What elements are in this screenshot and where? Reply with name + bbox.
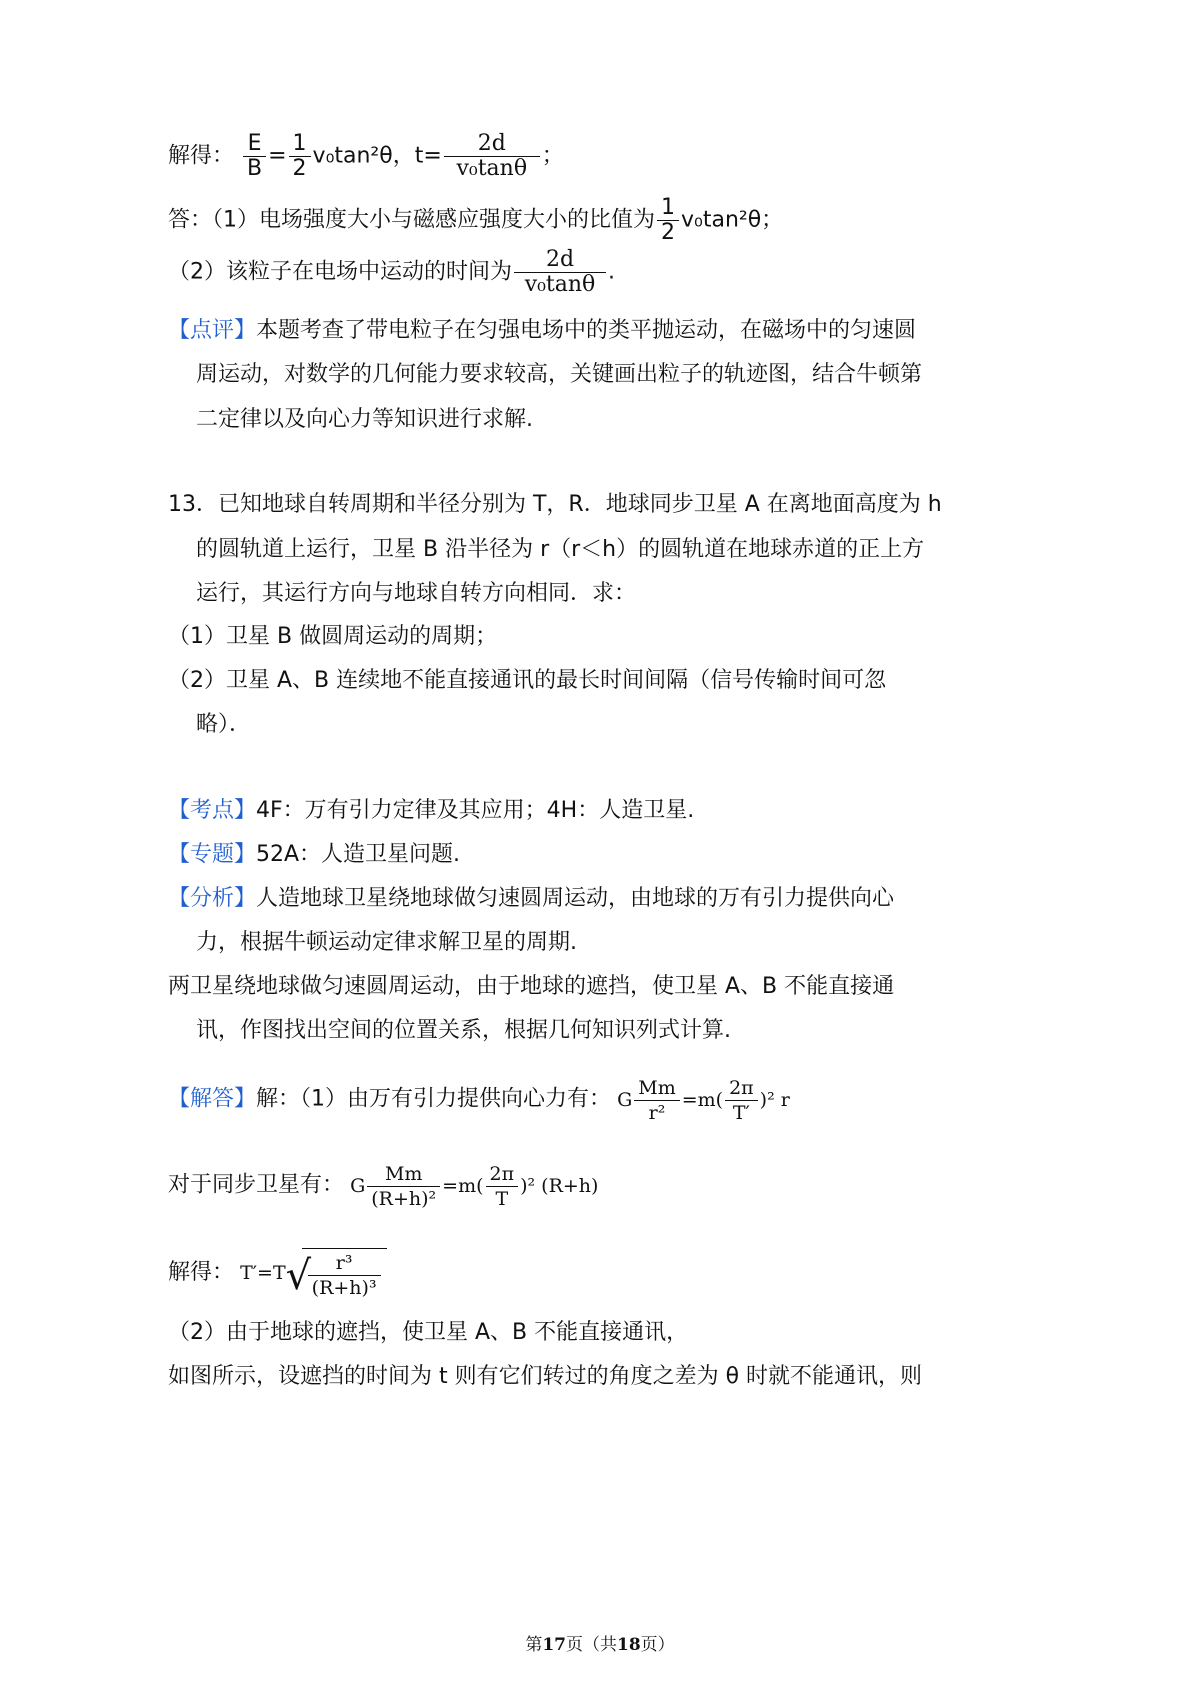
zhuanti-line: [168, 840, 460, 870]
time-fraction: [514, 248, 606, 297]
period-lhs: T′=T: [240, 1262, 286, 1284]
time-fraction: [444, 132, 540, 181]
equals-m: =m(: [681, 1088, 724, 1111]
frac-numerator: 2d: [444, 132, 540, 157]
period-formula: [234, 1252, 387, 1299]
page-total: 18: [617, 1635, 641, 1655]
square-root: [286, 1248, 387, 1300]
answer-2: [168, 248, 615, 297]
page-number: 17: [542, 1635, 566, 1655]
formula-tail: )² (R+h): [520, 1174, 599, 1197]
mass-fraction: [634, 1076, 679, 1125]
equals-sign: =: [268, 143, 287, 169]
answer-1-tail: v₀tan²θ；: [681, 207, 784, 233]
question-13-sub-2b: 略）．: [196, 712, 252, 737]
question-13-line-2: 的圆轨道上运行，卫星 B 沿半径为 r（r＜h）的圆轨道在地球赤道的正上方: [196, 537, 925, 562]
kaodian-line: [168, 796, 694, 826]
question-13-line-1: 13．已知地球自转周期和半径分别为 T，R．地球同步卫星 A 在离地面高度为 h: [168, 492, 942, 517]
frac-denominator: v₀tanθ: [456, 156, 528, 181]
semicolon: ；: [541, 143, 564, 169]
frac-denominator: T′: [732, 1102, 750, 1124]
frac-numerator: 2d: [514, 248, 606, 273]
frac-denominator: r²: [648, 1102, 666, 1124]
answer-1: [168, 196, 783, 245]
frac-numerator: E: [243, 132, 266, 157]
question-13-sub-1: （1）卫星 B 做圆周运动的周期；: [168, 624, 498, 649]
velocity-expression: v₀tan²θ，t=: [312, 143, 442, 169]
kaodian-tag: 【考点】: [168, 798, 257, 823]
mass-fraction: [367, 1162, 440, 1211]
fenxi-text-1: 人造地球卫星绕地球做匀速圆周运动，由地球的万有引力提供向心: [256, 886, 895, 911]
frac-numerator: Mm: [367, 1162, 440, 1187]
one-half-fraction: [289, 132, 311, 181]
frac-denominator: 2: [661, 220, 675, 245]
zhuanti-text: 52A：人造卫星问题.: [256, 842, 461, 867]
formula-tail: )² r: [759, 1088, 790, 1111]
frac-numerator: 2π: [725, 1076, 758, 1101]
frac-denominator: B: [247, 156, 263, 181]
answer-2-text: （2）该粒子在电场中运动的时间为: [168, 259, 512, 285]
part-2-line: （2）由于地球的遮挡，使卫星 A、B 不能直接通讯，: [168, 1320, 689, 1345]
sync-text: 对于同步卫星有：: [168, 1172, 345, 1198]
fenxi-line-2: 力，根据牛顿运动定律求解卫星的周期.: [196, 930, 577, 955]
answer-1-text: 答：（1）电场强度大小与磁感应强度大小的比值为: [168, 207, 655, 233]
page-footer: [0, 1630, 1200, 1655]
frac-numerator: r³: [308, 1251, 381, 1276]
frac-denominator: (R+h)²: [371, 1188, 437, 1210]
frac-numerator: 1: [657, 196, 679, 221]
fenxi-line-4: 讯，作图找出空间的位置关系，根据几何知识列式计算.: [196, 1018, 731, 1043]
jieda-line-1: [168, 1076, 790, 1125]
question-13-line-3: 运行，其运行方向与地球自转方向相同．求：: [196, 581, 637, 606]
jieda-text: 解：（1）由万有引力提供向心力有：: [256, 1086, 612, 1112]
omega-fraction: [486, 1162, 519, 1211]
omega-fraction: [725, 1076, 758, 1125]
sync-satellite-line: [168, 1162, 598, 1211]
radical-sign: √: [285, 1253, 312, 1299]
frac-denominator: v₀tanθ: [524, 272, 596, 297]
footer-post: 页）: [640, 1635, 675, 1655]
review-line-3: 二定律以及向心力等知识进行求解.: [196, 407, 533, 432]
frac-numerator: Mm: [634, 1076, 679, 1101]
last-line: 如图所示，设遮挡的时间为 t 则有它们转过的角度之差为 θ 时就不能通讯，则: [168, 1364, 923, 1389]
equals-m: =m(: [442, 1174, 484, 1197]
review-text-1: 本题考查了带电粒子在匀强电场中的类平抛运动，在磁场中的匀速圆: [256, 318, 917, 343]
e-over-b-fraction: [243, 132, 266, 181]
frac-numerator: 1: [289, 132, 311, 157]
frac-denominator: (R+h)³: [311, 1277, 377, 1299]
question-13-sub-2: （2）卫星 A、B 连续地不能直接通讯的最长时间间隔（信号传输时间可忽: [168, 668, 887, 693]
one-half-fraction: [657, 196, 679, 245]
solve-line-1: [168, 132, 564, 181]
solve-text: 解得：: [168, 1260, 235, 1285]
fenxi-line-3: 两卫星绕地球做匀速圆周运动，由于地球的遮挡，使卫星 A、B 不能直接通: [168, 974, 895, 999]
solve-prefix: 解得：: [168, 143, 235, 169]
review-tag: 【点评】: [168, 318, 257, 343]
solve-period-line: [168, 1248, 387, 1300]
radius-ratio-fraction: [308, 1251, 381, 1300]
zhuanti-tag: 【专题】: [168, 842, 257, 867]
jieda-tag: 【解答】: [168, 1086, 257, 1112]
frac-denominator: 2: [292, 156, 307, 181]
period: .: [608, 259, 615, 285]
g-symbol: G: [617, 1088, 633, 1111]
kaodian-text: 4F：万有引力定律及其应用；4H：人造卫星.: [256, 798, 695, 823]
frac-numerator: 2π: [486, 1162, 519, 1187]
review-line-1: [168, 316, 916, 346]
footer-mid: 页（共: [566, 1635, 617, 1655]
review-line-2: 周运动，对数学的几何能力要求较高，关键画出粒子的轨迹图，结合牛顿第: [196, 362, 923, 387]
fenxi-tag: 【分析】: [168, 886, 257, 911]
fenxi-line-1: [168, 884, 894, 914]
g-symbol: G: [350, 1174, 366, 1197]
frac-denominator: T: [495, 1188, 509, 1210]
footer-pre: 第: [525, 1635, 543, 1655]
